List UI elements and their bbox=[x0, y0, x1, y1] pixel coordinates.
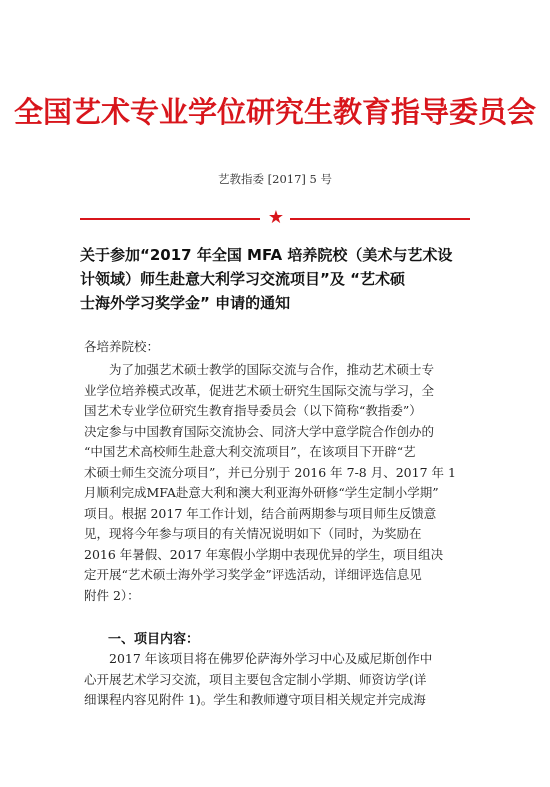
text-line: 国艺术专业学位研究生教育指导委员会（以下简称“教指委”） bbox=[84, 403, 422, 418]
salutation: 各培养院校： bbox=[84, 339, 160, 354]
text-line: 见，现将今年参与项目的有关情况说明如下（同时，为奖励在 bbox=[84, 526, 422, 541]
organization-header: 全国艺术专业学位研究生教育指导委员会 bbox=[13, 95, 536, 129]
subject-line: 关于参加“2017 年全国 MFA 培养院校（美术与艺术设 bbox=[80, 246, 453, 264]
text-line: 业学位培养模式改革，促进艺术硕士研究生国际交流与学习，全 bbox=[84, 382, 435, 398]
section-heading: 一、项目内容： bbox=[108, 632, 200, 647]
text-line: 为了加强艺术硕士教学的国际交流与合作，推动艺术硕士专 bbox=[84, 362, 435, 377]
document-number: 艺教指委 [2017] 5 号 bbox=[217, 172, 333, 186]
text-line: 术硕士师生交流分项目”，并已分别于 2016 年 7-8 月、2017 年 1 bbox=[84, 464, 456, 480]
text-line: 细课程内容见附件 1)。学生和教师遵守项目相关规定并完成海 bbox=[84, 692, 426, 707]
red-divider-left bbox=[80, 218, 260, 220]
body-paragraph bbox=[84, 649, 476, 711]
notice-subject bbox=[80, 243, 480, 315]
text-line: 项目。根据 2017 年工作计划，结合前两期参与项目师生反馈意 bbox=[84, 505, 437, 521]
body-paragraph bbox=[84, 360, 476, 606]
red-divider-right bbox=[290, 218, 470, 220]
subject-line: 计领域）师生赴意大利学习交流项目”及 “艺术硕 bbox=[80, 270, 405, 288]
text-line: 2017 年该项目将在佛罗伦萨海外学习中心及威尼斯创作中 bbox=[84, 651, 433, 666]
text-line: 附件 2）： bbox=[84, 587, 140, 603]
text-line: 2016 年暑假、2017 年寒假小学期中表现优异的学生，项目组决 bbox=[84, 546, 444, 562]
text-line: 决定参与中国教育国际交流协会、同济大学中意学院合作创办的 bbox=[84, 423, 435, 439]
subject-line: 士海外学习奖学金” 申请的通知 bbox=[80, 294, 291, 312]
text-line: 定开展“艺术硕士海外学习奖学金”评选活动，详细评选信息见 bbox=[84, 567, 422, 582]
star-icon: ★ bbox=[267, 207, 285, 228]
text-line: 月顺利完成MFA赴意大利和澳大利亚海外研修“学生定制小学期” bbox=[84, 485, 439, 500]
text-line: “中国艺术高校师生赴意大利交流项目”，在该项目下开辟“艺 bbox=[84, 444, 416, 459]
text-line: 心开展艺术学习交流，项目主要包含定制小学期、师资访学(详 bbox=[84, 671, 427, 687]
